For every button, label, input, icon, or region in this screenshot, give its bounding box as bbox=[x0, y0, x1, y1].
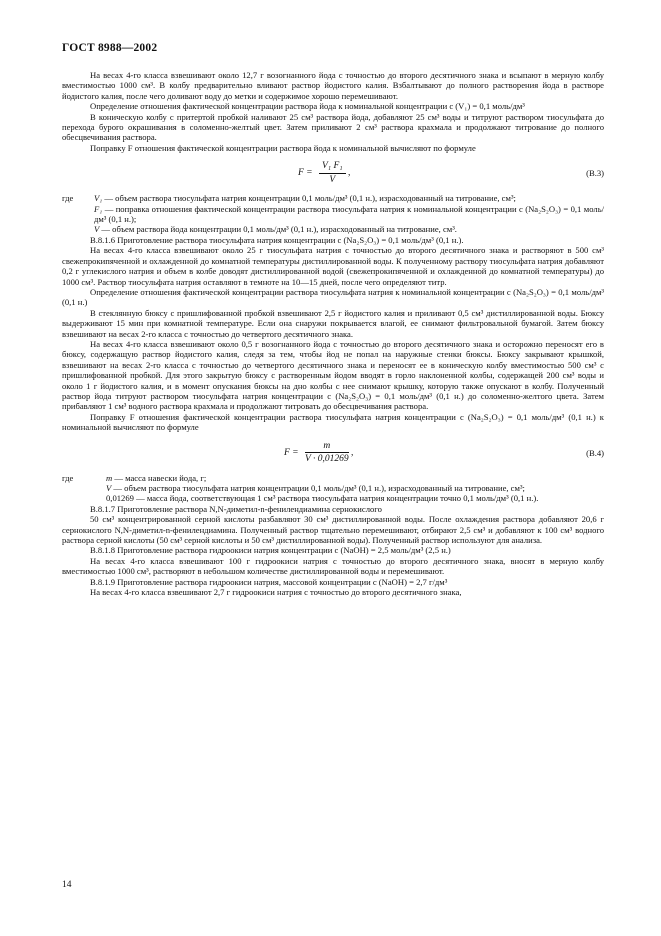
section-heading: В.8.1.6 Приготовление раствора тиосульфата натрия концентрации c (Na₂S₂O₃) = 0,1 моль/дм³ (0,1 н.). bbox=[90, 234, 464, 245]
paragraph: На весах 4-го класса взвешивают около 12,7 г возогнанного йода с точностью до второго десятичного знака и всыпают в мерную колбу вместимостью 1000 см³. В колбу предварительно вливают раствор йодистого калия. Взбалтывают до полного растворения йода в растворе йодистого калия, после чего доливают воду до метки и содержимое хорошо перемешивают. bbox=[62, 70, 604, 101]
paragraph: Поправку F отношения фактической концентрации раствора йода к номинальной вычисляют по формуле bbox=[90, 142, 476, 153]
paragraph: На весах 4-го класса взвешивают около 25 г тиосульфата натрия с точностью до второго десятичного знака и растворяют в 500 см³ свежепрокипяченной и охлажденной до комнатной температуры дистиллированной воды. К полученному раствору тиосульфата натрия добавляют 0,2 г углекислого натрия и объем в колбе доводят дистиллированной водой (свежепрокипяченной и охлажденной до комнатной температуры) до 1000 см³. Раствор тиосульфата натрия оставляют в темноте на 10—15 дней, после чего определяют титр. bbox=[62, 245, 604, 287]
where-item bbox=[62, 224, 604, 234]
paragraph: 50 см³ концентрированной серной кислоты разбавляют 30 см³ дистиллированной воды. После охлаждения раствора добавляют 20,6 г сернокислого N,N-диметил-n-фенилендиамина. Полученный раствор тщательно перемешивают, отбирают 2,5 см³ и добавляют к 100 см³ водного раствора серной кислоты (50 см³ серной кислоты и 50 см³ дистиллированной воды). Полученный раствор используют для анализа. bbox=[62, 514, 604, 546]
formula-tail: , bbox=[347, 168, 351, 179]
document-body bbox=[62, 70, 604, 597]
where-item bbox=[62, 473, 604, 483]
where-text: — объем раствора тиосульфата натрия концентрации 0,1 моль/дм³ (0,1 н.), израсходованный на титрование, см³; bbox=[113, 483, 525, 493]
paragraph: В стеклянную бюксу с пришлифованной пробкой взвешивают 2,5 г йодистого калия и приливают 0,5 см³ дистиллированной воды. Бюксу выдерживают 15 мин при комнатной температуре. Если она снаружи покрывается влагой, ее снимают фильтровальной бумагой. Затем бюксу взвешивают на весах 2-го класса с точностью до четвертого десятичного знака. bbox=[62, 307, 604, 339]
formula-numerator: m bbox=[305, 441, 349, 453]
paragraph: Поправку F отношения фактической концентрации раствора тиосульфата натрия концентрации c (Na₂S₂O₃) = 0,1 моль/дм³ (0,1 н.) к номинальной вычисляют по формуле bbox=[62, 411, 604, 433]
section-heading: В.8.1.7 Приготовление раствора N,N-диметил-n-фенилендиамина сернокислого bbox=[90, 503, 382, 514]
where-text: — масса навески йода, г; bbox=[114, 472, 207, 483]
paragraph: Определение отношения фактической концентрации раствора тиосульфата натрия к номинальной концентрации c (Na₂S₂O₃) = 0,1 моль/дм³ (0,1 н.) bbox=[62, 286, 604, 308]
where-item bbox=[62, 204, 604, 225]
where-symbol: m bbox=[106, 472, 113, 483]
formula-denominator: V bbox=[329, 174, 336, 185]
where-symbol: 0,01269 bbox=[106, 493, 134, 504]
paragraph: Определение отношения фактической концентрации раствора йода к номинальной концентрации c (V₁) = 0,1 моль/дм³ bbox=[90, 101, 525, 112]
formula-fraction bbox=[305, 441, 349, 465]
where-text: — объем раствора тиосульфата натрия концентрации 0,1 моль/дм³ (0,1 н.), израсходованный на титрование, см³; bbox=[104, 193, 516, 204]
formula-expression bbox=[284, 441, 353, 465]
formula-lhs: F = bbox=[298, 168, 313, 179]
section-heading: В.8.1.9 Приготовление раствора гидроокиси натрия, массовой концентрации c (NaOH) = 2,7 г/дм³ bbox=[90, 576, 448, 587]
formula-lhs: F = bbox=[284, 447, 299, 458]
formula-label: (В.4) bbox=[586, 447, 604, 458]
paragraph: На весах 4-го класса взвешивают 2,7 г гидроокиси натрия с точностью до второго десятичного знака, bbox=[90, 587, 462, 598]
formula-b3 bbox=[62, 155, 604, 191]
formula-label: (В.3) bbox=[586, 168, 604, 179]
where-symbol: F₁ bbox=[94, 203, 103, 214]
formula-expression bbox=[298, 161, 350, 185]
where-text: — поправка отношения фактической концентрации раствора тиосульфата натрия к номинальной концентрации c (Na₂S₂O₃) = 0,1 моль/дм³ (0,1 н.); bbox=[94, 203, 604, 225]
where-text: — масса йода, соответствующая 1 см³ раствора тиосульфата натрия концентрации точно 0,1 моль/дм³ (0,1 н.). bbox=[136, 493, 539, 504]
formula-tail: , bbox=[350, 447, 354, 458]
where-intro: где bbox=[62, 193, 74, 204]
formula-fraction bbox=[319, 161, 346, 185]
where-item bbox=[62, 193, 604, 203]
where-item bbox=[62, 483, 604, 493]
where-item bbox=[62, 493, 604, 503]
formula-b4 bbox=[62, 435, 604, 471]
section-heading: В.8.1.8 Приготовление раствора гидроокиси натрия концентрации c (NaOH) = 2,5 моль/дм³ (2,5 н.) bbox=[90, 545, 451, 556]
where-list-b4 bbox=[62, 473, 604, 504]
paragraph: На весах 4-го класса взвешивают около 0,5 г возогнанного йода с точностью до второго десятичного знака и осторожно переносят его в бюксу, содержащую раствор йодистого калия, следя за тем, чтобы йод не попал на наружные стенки бюксы. Бюксу закрывают крышкой, взвешивают на весах 2-го класса с точностью до четвертого десятичного знака и переносят ее в коническую колбу вместимостью 500 см³ с пришлифованной пробкой. Для этого закрытую бюксу с растворенным йодом вводят в горло наклоненной колбы, содержащей 200 см³ воды и около 1 г йодистого калия, и в момент опускания бюксы на дно колбы с нее снимают крышку, которую также опускают в колбу. Полученный раствор йода титруют раствором тиосульфата натрия концентрации c (Na₂S₂O₃) = 0,1 моль/дм³ (0,1 н.) до соломенно-желтого цвета. Затем прибавляют 1 см³ водного раствора крахмала и продолжают титровать до обесцвечивания раствора. bbox=[62, 338, 604, 412]
paragraph: На весах 4-го класса взвешивают 100 г гидроокиси натрия с точностью до второго десятичного знака, вносят в мерную колбу вместимостью 1000 см³, растворяют в небольшом количестве дистиллированной воды и перемешивают. bbox=[62, 555, 604, 577]
page-number: 14 bbox=[62, 880, 72, 890]
formula-numerator: V₁ F₁ bbox=[319, 161, 346, 173]
where-symbol: V bbox=[94, 224, 100, 235]
where-list-b3 bbox=[62, 193, 604, 235]
where-symbol: V₁ bbox=[94, 193, 103, 204]
where-text: — объем раствора йода концентрации 0,1 моль/дм³ (0,1 н.), израсходованный на титрование, см³. bbox=[101, 224, 457, 235]
paragraph: В коническую колбу с притертой пробкой наливают 25 см³ раствора йода, добавляют 25 см³ воды и титруют раствором тиосульфата до перехода бурого окрашивания в соломенно-желтый цвет. Затем приливают 2 см³ раствора крахмала и продолжают титрование до полного обесцвечивания раствора. bbox=[62, 111, 604, 143]
where-intro: где bbox=[62, 472, 74, 483]
where-symbol: V bbox=[106, 483, 112, 493]
formula-denominator: V · 0,01269 bbox=[304, 454, 349, 464]
page-header: ГОСТ 8988—2002 bbox=[62, 42, 158, 54]
